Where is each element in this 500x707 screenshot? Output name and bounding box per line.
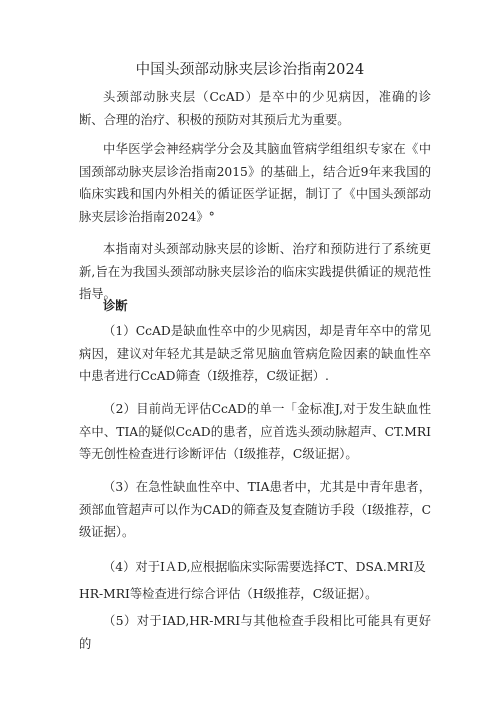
intro-paragraph-2: 中华医学会神经病学分会及其脑血管病学组组织专家在《中国颈部动脉夹层诊治指南2015》的基础上，结合近9年来我国的临床实践和国内外相关的循证医学证据，制订了《中国头颈部动脉夹层诊治指南2024》°	[79, 142, 431, 224]
diagnosis-item-4-continued: HR-MRI等检查进行综合评估（H级推荐，C级证据）。	[79, 587, 378, 601]
section-heading-diagnosis: 诊断	[103, 298, 128, 313]
intro-paragraph-3: 本指南对头颈部动脉夹层的诊断、治疗和预防进行了系统更新,旨在为我国头颈部动脉夹层诊治的临床实践提供循证的规范性指导。	[79, 242, 431, 301]
diagnosis-item-4: （4）对于IＡD,应根据临床实际需要选择CT、DSA.MRI及	[103, 560, 426, 574]
document-title: 中国头颈部动脉夹层诊治指南2024	[135, 62, 365, 78]
diagnosis-item-2: （2）目前尚无评估CcAD的单一「金标准J,对于发生缺血性卒中、TIA的疑似CcAD的患者，应首选头颈动脉超声、CT.MRI等无创性检查进行诊断评估（I级推荐，C级证据）。	[79, 402, 431, 461]
diagnosis-item-3: （3）在急性缺血性卒中、TIA患者中，尤其是中青年患者，颈部血管超声可以作为CAD的筛查及复查随访手段（I级推荐，C级证据）。	[79, 480, 431, 539]
diagnosis-item-1: （1）CcAD是缺血性卒中的少见病因，却是青年卒中的常见病因，建议对年轻尤其是缺乏常见脑血管病危险因素的缺血性卒中患者进行CcAD筛查（I级推荐，C级证据）.	[79, 324, 431, 383]
diagnosis-item-5: （5）对于IAD,HR-MRI与其他检查手段相比可能具有更好的	[79, 614, 431, 651]
intro-paragraph-1: 头颈部动脉夹层（CcAD）是卒中的少见病因，准确的诊断、合理的治疗、积极的预防对其预后尤为重要。	[79, 90, 431, 127]
